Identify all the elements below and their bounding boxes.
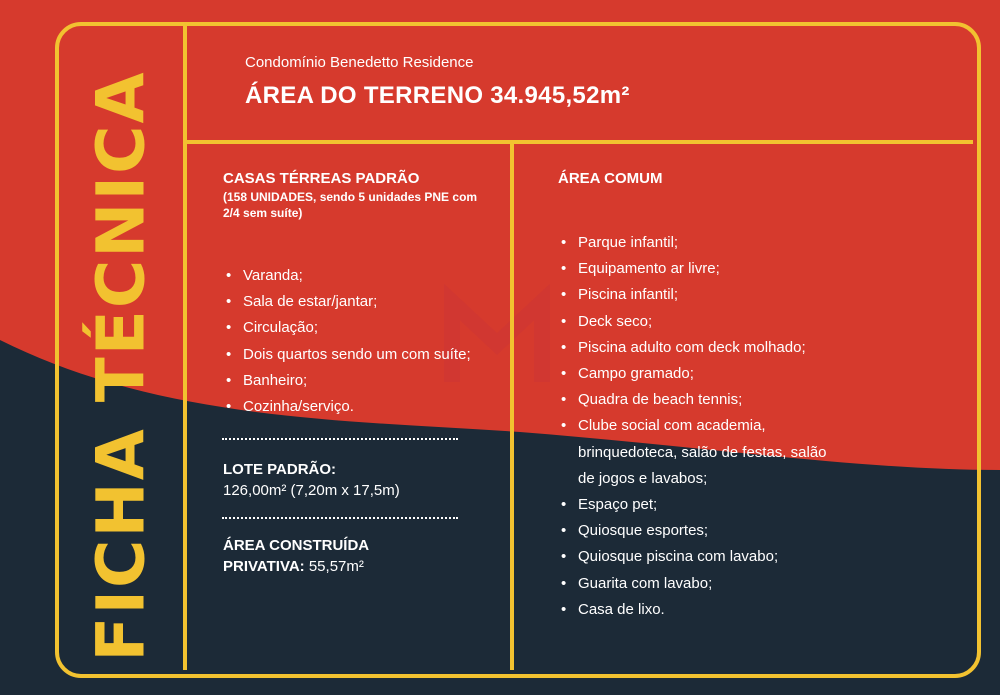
list-item: • Espaço pet; [558, 492, 958, 518]
built-area-label-line1: ÁREA CONSTRUÍDA [223, 537, 370, 555]
list-item: • Piscina adulto com deck molhado; [558, 335, 958, 361]
list-item: • Quiosque esportes; [558, 518, 958, 544]
sidebar-title: FICHA TÉCNICA [82, 70, 160, 662]
houses-note: (158 UNIDADES, sendo 5 unidades PNE com 2/4 sem suíte) [223, 190, 478, 220]
lot-size [223, 459, 483, 501]
dotted-divider [222, 438, 458, 440]
list-item: • Campo gramado; [558, 361, 958, 387]
header-subtitle: Condomínio Benedetto Residence [245, 54, 474, 71]
houses-title: CASAS TÉRREAS PADRÃO [223, 170, 420, 187]
list-item: • Sala de estar/jantar; [223, 289, 483, 315]
list-item: • Casa de lixo. [558, 597, 958, 623]
divider-columns [510, 144, 514, 670]
header-headline: ÁREA DO TERRENO 34.945,52m² [245, 82, 630, 109]
built-area [223, 535, 483, 577]
houses-features-list [223, 263, 483, 420]
divider-sidebar [183, 26, 187, 670]
left-column [223, 170, 483, 577]
dotted-divider [222, 517, 458, 519]
list-item: • Parque infantil; [558, 230, 958, 256]
right-column [558, 170, 958, 623]
list-item: • Clube social com academia, brinquedoteca, salão de festas, salão de jogos e lavabos; [558, 413, 840, 492]
built-area-label-line2: PRIVATIVA: [223, 558, 305, 576]
built-area-value: 55,57m² [308, 558, 364, 576]
list-item: • Varanda; [223, 263, 483, 289]
common-area-list [558, 230, 958, 623]
list-item: • Banheiro; [223, 368, 483, 394]
list-item: • Equipamento ar livre; [558, 256, 958, 282]
list-item: • Guarita com lavabo; [558, 571, 958, 597]
common-area-title: ÁREA COMUM [558, 170, 663, 187]
list-item: • Quiosque piscina com lavabo; [558, 544, 958, 570]
list-item: • Dois quartos sendo um com suíte; [223, 342, 483, 368]
lot-size-label: LOTE PADRÃO: [223, 461, 337, 479]
list-item: • Quadra de beach tennis; [558, 387, 958, 413]
lot-size-value: 126,00m² (7,20m x 17,5m) [223, 482, 400, 500]
list-item: • Piscina infantil; [558, 282, 958, 308]
list-item: • Deck seco; [558, 309, 958, 335]
list-item: • Cozinha/serviço. [223, 394, 483, 420]
list-item: • Circulação; [223, 315, 483, 341]
divider-header [187, 140, 973, 144]
